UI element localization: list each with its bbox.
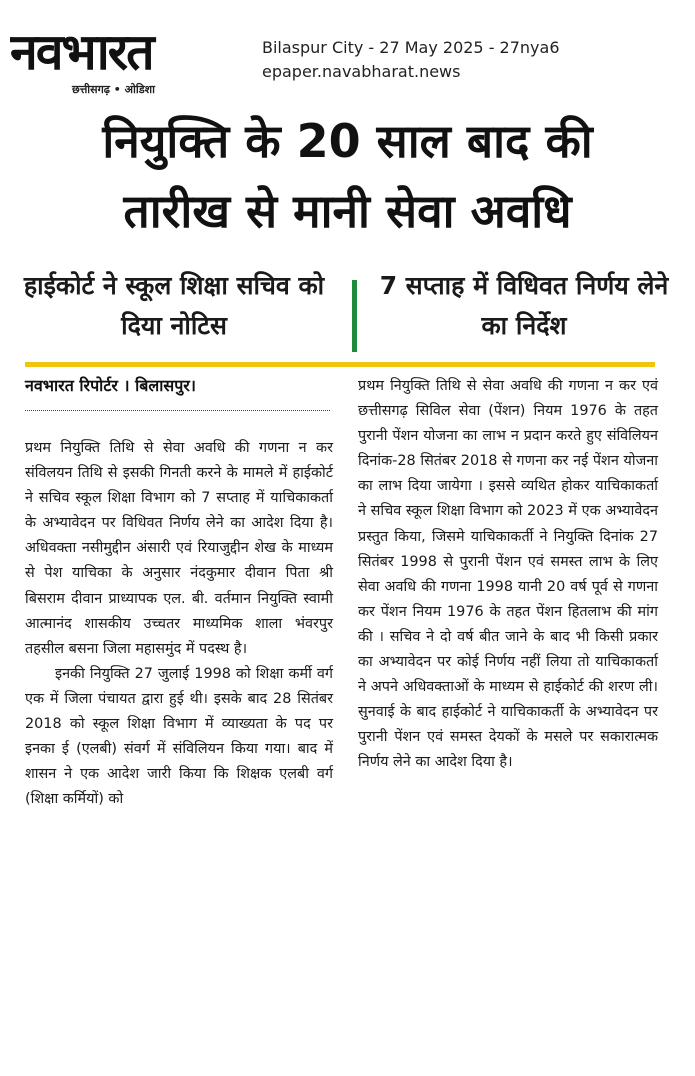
subhead-left: हाईकोर्ट ने स्कूल शिक्षा सचिव को दिया नोटिस: [23, 271, 325, 340]
paragraph-3: प्रथम नियुक्ति तिथि से सेवा अवधि की गणना न कर एवं छत्तीसगढ़ सिविल सेवा (पेंशन) नियम 1976 के तहत पुरानी पेंशन योजना का लाभ न प्रदान करते हुए संविलियन दिनांक-28 सितंबर 2018 से गणना कर नई पेंशन योजना का लाभ दिया जायेगा । इससे व्यथित होकर याचिकाकर्ता ने सचिव स्कूल शिक्षा विभाग को 2023 में एक अभ्यावेदन प्रस्तुत किया, जिसमे याचिकाकर्ती ने नियुक्ति दिनांक 27 सितंबर 1998 से पुरानी पेंशन एवं समस्त लाभ के लिए सेवा अवधि की गणना 1998 यानी 20 वर्ष पूर्व से गणना कर पेंशन नियम 1976 के तहत पेंशन हितलाभ की मांग की । सचिव ने दो वर्ष बीत जाने के बाद भी किसी प्रकार का अभ्यावेदन पर कोई निर्णय नहीं लिया तो याचिकाकर्ता ने अपने अधिवक्ताओं के माध्यम से हाईकोर्ट की शरण ली। सुनवाई के बाद हाईकोर्ट ने याचिकाकर्ती के अभ्यावेदन पर पुरानी पेंशन एवं समस्त देयकों के मसले पर सकारात्मक निर्णय लेने का आदेश दिया है।: [358, 378, 658, 771]
headline-line-2: तारीख से मानी सेवा अवधि: [123, 184, 572, 238]
paragraph-1: प्रथम नियुक्ति तिथि से सेवा अवधि की गणना न कर संविलयन तिथि से इसकी गिनती करने के मामले में हाईकोर्ट ने सचिव स्कूल शिक्षा विभाग को 7 सप्ताह में याचिकाकर्ता के अभ्यावेदन पर विधिवत निर्णय लेने का आदेश दिया है। अधिवक्ता नसीमुद्दीन अंसारी एवं रियाजुद्दीन शेख के माध्यम से पेश याचिका के अनुसार नंदकुमार दीवान पिता श्री बिसराम दीवान प्राध्यापक एल. बी. वर्तमान नियुक्ति स्वामी आत्मानंद शासकीय उच्चतर माध्यमिक शाला भंवरपुर तहसील बसना जिला महासमुंद में पदस्थ है।: [25, 440, 333, 657]
subhead-divider: [352, 280, 357, 352]
newspaper-logo: [10, 24, 242, 100]
byline: नवभारत रिपोर्टर । बिलासपुर।: [25, 376, 196, 395]
logo-subtitle: छत्तीसगढ़ • ओडिशा: [72, 83, 155, 96]
accent-rule: [25, 362, 655, 367]
paragraph-2: इनकी नियुक्ति 27 जुलाई 1998 को शिक्षा कर्मी वर्ग एक में जिला पंचायत द्वारा हुई थी। इसके बाद 28 सितंबर 2018 को स्कूल शिक्षा विभाग में व्याख्यता के पद पर इनका ई (एलबी) संवर्ग में संविलियन किया गया। बाद में शासन ने एक आदेश जारी किया कि शिक्षक एलबी वर्ग (शिक्षा कर्मियों) को: [25, 665, 333, 808]
byline-divider: [25, 410, 330, 411]
edition-line: Bilaspur City - 27 May 2025 - 27nya6: [262, 38, 560, 57]
epaper-site: epaper.navabharat.news: [262, 62, 461, 81]
logo-text: नवभारत: [10, 24, 153, 80]
subhead-right: 7 सप्ताह में विधिवत निर्णय लेने का निर्देश: [379, 271, 669, 340]
headline-line-1: नियुक्ति के 20 साल बाद की: [102, 114, 593, 168]
article-column-right: [358, 374, 658, 776]
masthead: [0, 0, 695, 100]
article-column-left: [25, 436, 333, 812]
edition-info: [262, 36, 560, 84]
headline: [10, 106, 685, 246]
